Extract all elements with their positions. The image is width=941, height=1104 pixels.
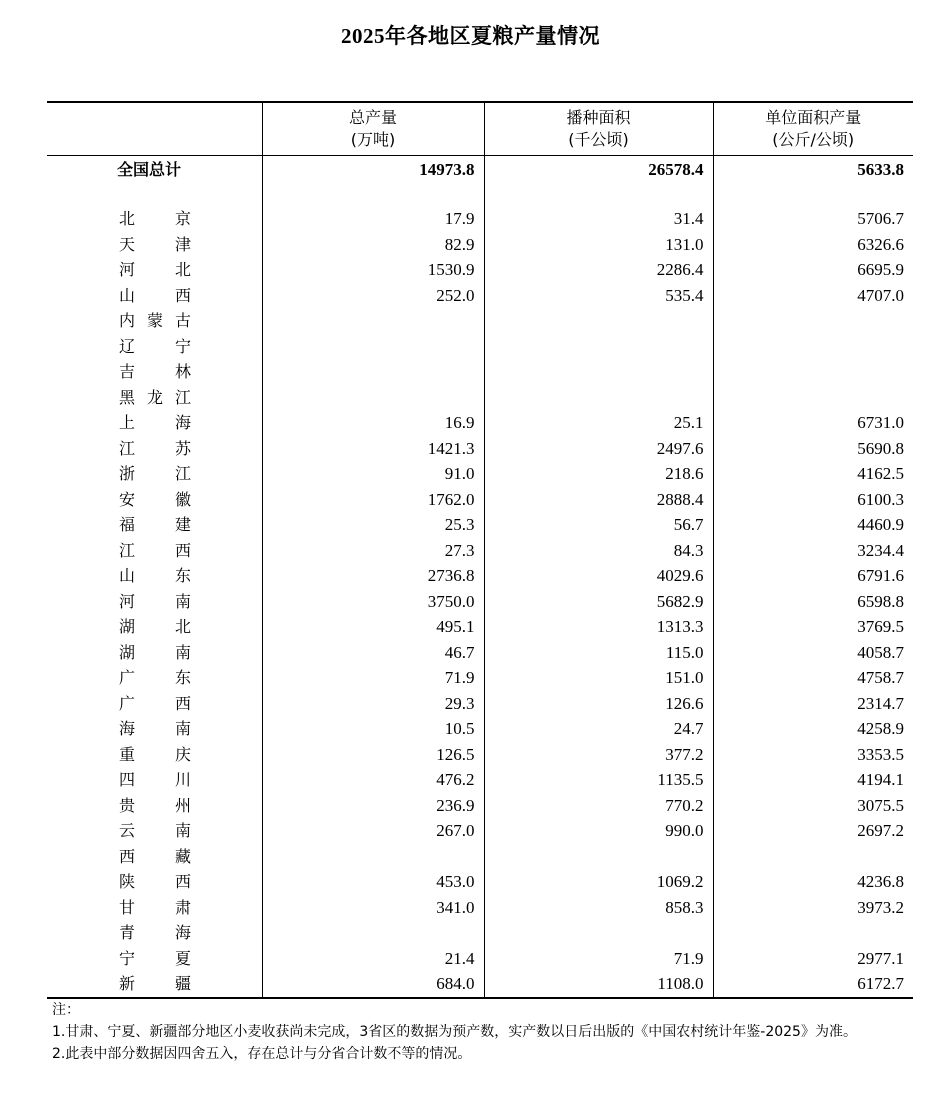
region-cell	[47, 283, 262, 309]
table-row	[47, 334, 913, 360]
header-area-unit: (千公顷)	[568, 130, 629, 149]
region-cell	[47, 512, 262, 538]
region-name: 江苏	[119, 438, 191, 458]
table-row	[47, 793, 913, 819]
yield-cell	[713, 385, 913, 411]
region-name: 广东	[119, 668, 191, 688]
region-name: 黑龙江	[119, 387, 191, 407]
region-cell	[47, 716, 262, 742]
table-row	[47, 920, 913, 946]
area-cell: 2286.4	[484, 257, 713, 283]
region-name: 北京	[119, 209, 191, 229]
spacer-row	[47, 182, 913, 206]
yield-cell: 3973.2	[713, 895, 913, 921]
region-cell	[47, 767, 262, 793]
production-cell	[262, 308, 484, 334]
area-cell: 126.6	[484, 691, 713, 717]
area-cell: 56.7	[484, 512, 713, 538]
region-cell	[47, 206, 262, 232]
area-cell: 2888.4	[484, 487, 713, 513]
yield-cell: 2697.2	[713, 818, 913, 844]
yield-cell	[713, 334, 913, 360]
header-area-title: 播种面积	[566, 108, 631, 127]
region-cell	[47, 232, 262, 258]
area-cell: 131.0	[484, 232, 713, 258]
region-cell	[47, 691, 262, 717]
production-cell: 2736.8	[262, 563, 484, 589]
region-name: 辽宁	[119, 336, 191, 356]
region-name: 上海	[119, 413, 191, 433]
area-cell: 24.7	[484, 716, 713, 742]
area-cell: 1135.5	[484, 767, 713, 793]
production-cell	[262, 334, 484, 360]
header-yield-unit: (公斤/公顷)	[772, 130, 855, 149]
total-yield: 5633.8	[713, 156, 913, 183]
table-row	[47, 895, 913, 921]
table-row	[47, 206, 913, 232]
production-cell	[262, 920, 484, 946]
area-cell	[484, 308, 713, 334]
yield-cell: 6172.7	[713, 971, 913, 998]
area-cell: 2497.6	[484, 436, 713, 462]
production-cell: 10.5	[262, 716, 484, 742]
region-cell	[47, 461, 262, 487]
region-name: 青海	[119, 923, 191, 943]
note-1: 1.甘肃、宁夏、新疆部分地区小麦收获尚未完成，3省区的数据为预产数，实产数以日后出版的《中国农村统计年鉴-2025》为准。	[52, 1024, 857, 1040]
production-cell: 17.9	[262, 206, 484, 232]
yield-cell: 4707.0	[713, 283, 913, 309]
region-cell	[47, 410, 262, 436]
table-row	[47, 716, 913, 742]
header-region	[47, 102, 262, 156]
region-name: 天津	[119, 234, 191, 254]
production-cell: 25.3	[262, 512, 484, 538]
table-row	[47, 971, 913, 998]
region-name: 浙江	[119, 464, 191, 484]
production-cell: 46.7	[262, 640, 484, 666]
region-name: 新疆	[119, 974, 191, 994]
region-name: 内蒙古	[119, 311, 191, 331]
yield-cell: 6731.0	[713, 410, 913, 436]
region-cell	[47, 257, 262, 283]
area-cell: 25.1	[484, 410, 713, 436]
yield-cell: 4162.5	[713, 461, 913, 487]
production-cell: 684.0	[262, 971, 484, 998]
table-row	[47, 691, 913, 717]
production-cell: 3750.0	[262, 589, 484, 615]
production-cell: 91.0	[262, 461, 484, 487]
table-row	[47, 869, 913, 895]
table-row	[47, 665, 913, 691]
production-cell: 453.0	[262, 869, 484, 895]
total-label: 全国总计	[117, 159, 182, 179]
region-name: 宁夏	[119, 948, 191, 968]
production-cell	[262, 844, 484, 870]
total-production: 14973.8	[262, 156, 484, 183]
header-production-unit: (万吨)	[350, 130, 396, 149]
area-cell: 1108.0	[484, 971, 713, 998]
region-name: 重庆	[119, 744, 191, 764]
area-cell	[484, 359, 713, 385]
header-yield-title: 单位面积产量	[765, 108, 862, 127]
region-name: 福建	[119, 515, 191, 535]
table-row	[47, 461, 913, 487]
table-row	[47, 436, 913, 462]
production-cell: 126.5	[262, 742, 484, 768]
region-cell	[47, 920, 262, 946]
region-name: 陕西	[119, 872, 191, 892]
region-name: 海南	[119, 719, 191, 739]
table-row	[47, 512, 913, 538]
yield-cell: 4058.7	[713, 640, 913, 666]
yield-cell: 6326.6	[713, 232, 913, 258]
region-cell	[47, 538, 262, 564]
table-row	[47, 640, 913, 666]
production-cell: 236.9	[262, 793, 484, 819]
yield-cell: 6695.9	[713, 257, 913, 283]
production-cell: 341.0	[262, 895, 484, 921]
table-row	[47, 257, 913, 283]
yield-cell: 3769.5	[713, 614, 913, 640]
yield-cell: 3234.4	[713, 538, 913, 564]
yield-cell: 3075.5	[713, 793, 913, 819]
area-cell	[484, 844, 713, 870]
table-row	[47, 232, 913, 258]
region-name: 山东	[119, 566, 191, 586]
yield-cell: 3353.5	[713, 742, 913, 768]
header-production	[262, 102, 484, 156]
region-cell	[47, 436, 262, 462]
region-cell	[47, 971, 262, 998]
table-row	[47, 359, 913, 385]
yield-cell	[713, 308, 913, 334]
table-row	[47, 742, 913, 768]
production-cell: 495.1	[262, 614, 484, 640]
area-cell: 218.6	[484, 461, 713, 487]
yield-cell	[713, 844, 913, 870]
yield-cell: 4236.8	[713, 869, 913, 895]
region-cell	[47, 614, 262, 640]
area-cell: 71.9	[484, 946, 713, 972]
table-row	[47, 410, 913, 436]
yield-cell	[713, 920, 913, 946]
region-name: 湖南	[119, 642, 191, 662]
production-cell: 476.2	[262, 767, 484, 793]
production-cell: 1530.9	[262, 257, 484, 283]
table-row	[47, 563, 913, 589]
region-cell	[47, 793, 262, 819]
area-cell: 31.4	[484, 206, 713, 232]
area-cell: 5682.9	[484, 589, 713, 615]
production-cell: 27.3	[262, 538, 484, 564]
region-name: 河南	[119, 591, 191, 611]
total-row	[47, 156, 913, 183]
table-row	[47, 283, 913, 309]
region-cell	[47, 665, 262, 691]
region-name: 湖北	[119, 617, 191, 637]
production-cell: 267.0	[262, 818, 484, 844]
region-cell	[47, 334, 262, 360]
area-cell: 4029.6	[484, 563, 713, 589]
table-row	[47, 308, 913, 334]
area-cell: 1313.3	[484, 614, 713, 640]
table-row	[47, 614, 913, 640]
production-cell: 1762.0	[262, 487, 484, 513]
area-cell: 151.0	[484, 665, 713, 691]
region-name: 吉林	[119, 362, 191, 382]
region-name: 云南	[119, 821, 191, 841]
region-cell	[47, 563, 262, 589]
production-cell: 1421.3	[262, 436, 484, 462]
region-cell	[47, 640, 262, 666]
yield-cell: 6100.3	[713, 487, 913, 513]
yield-cell: 2314.7	[713, 691, 913, 717]
region-cell	[47, 844, 262, 870]
yield-cell: 2977.1	[713, 946, 913, 972]
region-name: 贵州	[119, 795, 191, 815]
table-row	[47, 818, 913, 844]
summer-grain-table	[47, 101, 913, 999]
area-cell: 115.0	[484, 640, 713, 666]
region-cell	[47, 308, 262, 334]
area-cell: 84.3	[484, 538, 713, 564]
production-cell: 252.0	[262, 283, 484, 309]
region-name: 山西	[119, 285, 191, 305]
production-cell: 16.9	[262, 410, 484, 436]
production-cell: 29.3	[262, 691, 484, 717]
production-cell: 71.9	[262, 665, 484, 691]
yield-cell: 4460.9	[713, 512, 913, 538]
total-area: 26578.4	[484, 156, 713, 183]
table-row	[47, 385, 913, 411]
region-cell	[47, 946, 262, 972]
region-name: 四川	[119, 770, 191, 790]
yield-cell: 6598.8	[713, 589, 913, 615]
area-cell: 990.0	[484, 818, 713, 844]
area-cell: 377.2	[484, 742, 713, 768]
yield-cell: 4194.1	[713, 767, 913, 793]
region-name: 广西	[119, 693, 191, 713]
table-row	[47, 487, 913, 513]
production-cell: 82.9	[262, 232, 484, 258]
production-cell	[262, 359, 484, 385]
yield-cell: 4258.9	[713, 716, 913, 742]
area-cell	[484, 920, 713, 946]
note-2: 2.此表中部分数据因四舍五入，存在总计与分省合计数不等的情况。	[52, 1046, 472, 1062]
yield-cell: 4758.7	[713, 665, 913, 691]
header-production-title: 总产量	[348, 108, 397, 127]
region-name: 江西	[119, 540, 191, 560]
production-cell	[262, 385, 484, 411]
area-cell: 770.2	[484, 793, 713, 819]
table-row	[47, 538, 913, 564]
region-name: 甘肃	[119, 897, 191, 917]
yield-cell: 6791.6	[713, 563, 913, 589]
footnotes	[52, 999, 912, 1065]
table-row	[47, 946, 913, 972]
notes-label: 注：	[52, 1002, 80, 1018]
yield-cell	[713, 359, 913, 385]
table-row	[47, 589, 913, 615]
area-cell	[484, 385, 713, 411]
area-cell	[484, 334, 713, 360]
header-yield	[713, 102, 913, 156]
area-cell: 535.4	[484, 283, 713, 309]
region-cell	[47, 895, 262, 921]
region-cell	[47, 487, 262, 513]
region-name: 西藏	[119, 846, 191, 866]
region-cell	[47, 818, 262, 844]
yield-cell: 5706.7	[713, 206, 913, 232]
region-cell	[47, 359, 262, 385]
page-title: 2025年各地区夏粮产量情况	[341, 24, 600, 48]
yield-cell: 5690.8	[713, 436, 913, 462]
region-cell	[47, 589, 262, 615]
production-cell: 21.4	[262, 946, 484, 972]
table-row	[47, 844, 913, 870]
region-cell	[47, 385, 262, 411]
header-area	[484, 102, 713, 156]
header-row	[47, 102, 913, 156]
region-cell	[47, 869, 262, 895]
region-name: 安徽	[119, 489, 191, 509]
region-name: 河北	[119, 260, 191, 280]
area-cell: 1069.2	[484, 869, 713, 895]
table-row	[47, 767, 913, 793]
area-cell: 858.3	[484, 895, 713, 921]
region-cell	[47, 742, 262, 768]
